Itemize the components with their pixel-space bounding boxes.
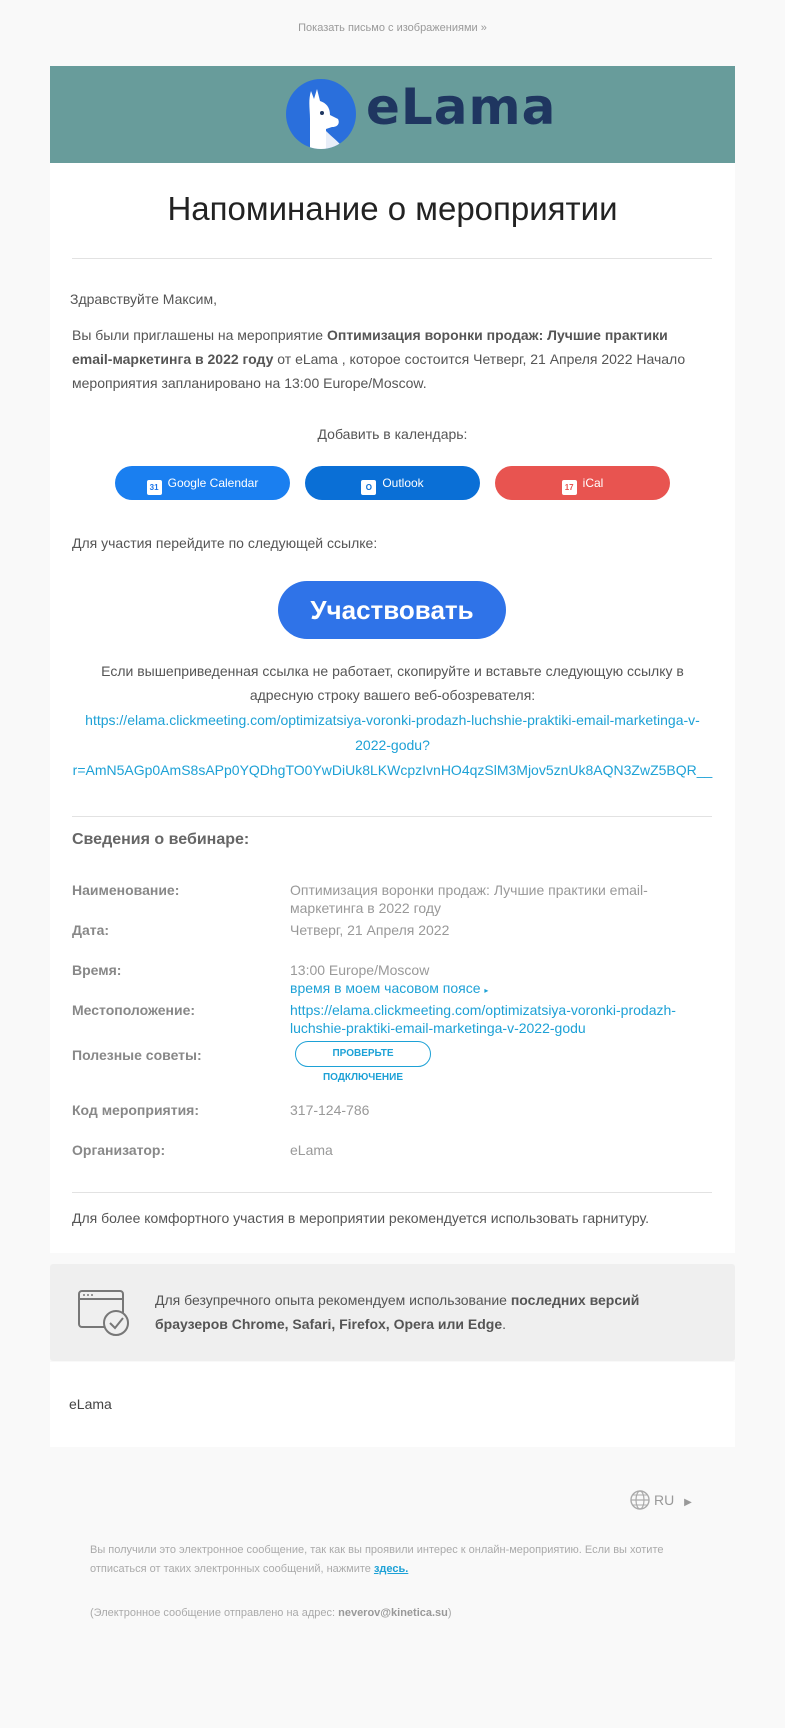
date-label: Дата: <box>72 922 110 938</box>
language-selector[interactable]: RU ▶ <box>630 1490 692 1513</box>
brand-header <box>50 66 735 163</box>
divider <box>72 1192 712 1193</box>
unsubscribe-link[interactable]: здесь. <box>373 1563 409 1575</box>
participate-prompt: Для участия перейдите по следующей ссылке: <box>72 535 378 551</box>
globe-icon <box>630 1490 650 1513</box>
organizer-label: Организатор: <box>72 1142 166 1158</box>
event-code-label: Код мероприятия: <box>72 1102 200 1118</box>
llama-logo-icon <box>286 79 356 149</box>
local-time-link[interactable]: время в моем часовом поясе ▸ <box>290 980 489 996</box>
ical-icon: 17 <box>562 480 577 495</box>
divider <box>72 816 712 817</box>
name-value: Оптимизация воронки продаж: Лучшие практики email-маркетинга в 2022 году <box>290 882 648 916</box>
location-label: Местоположение: <box>72 1002 196 1018</box>
date-value: Четверг, 21 Апреля 2022 <box>290 922 450 938</box>
signature: eLama <box>69 1396 112 1412</box>
time-label: Время: <box>72 962 122 978</box>
show-images-link[interactable]: Показать письмо с изображениями » <box>298 22 487 34</box>
outlook-button[interactable]: O Outlook <box>305 466 480 500</box>
brand-logo-text: eLama <box>366 78 557 136</box>
recipient-email: neverov@kinetica.su <box>338 1607 448 1619</box>
tips-label: Полезные советы: <box>72 1047 202 1063</box>
sent-to-text: (Электронное сообщение отправлено на адрес: neverov@kinetica.su) <box>90 1607 452 1619</box>
browser-note-box <box>50 1264 735 1361</box>
browser-check-icon <box>78 1288 130 1343</box>
signature-section <box>50 1362 735 1447</box>
invite-text: Вы были приглашены на мероприятие Оптимизация воронки продаж: Лучшие практики email-маркетинга в 2022 году от eLama , которое состоится Четверг, 21 Апреля 2022 Начало мероприятия запланировано на 13:00 Europe/Moscow. <box>72 327 686 391</box>
event-code-value: 317-124-786 <box>290 1102 370 1118</box>
event-name: Оптимизация воронки продаж: Лучшие практики email-маркетинга в 2022 году <box>72 327 668 367</box>
headset-note: Для более комфортного участия в мероприятии рекомендуется использовать гарнитуру. <box>72 1210 649 1226</box>
caret-right-icon: ▶ <box>684 1497 692 1508</box>
google-calendar-button[interactable]: 31 Google Calendar <box>115 466 290 500</box>
page-title: Напоминание о мероприятии <box>167 190 618 227</box>
google-calendar-icon: 31 <box>147 480 162 495</box>
name-label: Наименование: <box>72 882 180 898</box>
participate-button[interactable]: Участвовать <box>278 581 506 639</box>
divider <box>72 258 712 259</box>
calendar-label: Добавить в календарь: <box>317 426 468 442</box>
location-link[interactable]: https://elama.clickmeeting.com/optimizatsiya-voronki-prodazh-luchshie-praktiki-email-marketinga-v-2022-godu <box>290 1002 676 1036</box>
time-value: 13:00 Europe/Moscow <box>290 962 430 978</box>
unsubscribe-text: Вы получили это электронное сообщение, так как вы проявили интерес к онлайн-мероприятию. Если вы хотите отписаться от таких электронных сообщений, нажмите здесь. <box>90 1544 664 1575</box>
browser-note: Для безупречного опыта рекомендуем использование последних версий браузеров Chrome, Safari, Firefox, Opera или Edge. <box>155 1292 640 1332</box>
greeting: Здравствуйте Максим, <box>70 291 217 307</box>
caret-right-icon: ▸ <box>484 986 489 995</box>
fallback-text: Если вышеприведенная ссылка не работает, скопируйте и вставьте следующую ссылку в адресную строку вашего веб-обозревателя: <box>101 663 684 703</box>
details-heading: Сведения о вебинаре: <box>72 831 250 848</box>
outlook-icon: O <box>361 480 376 495</box>
check-connection-button[interactable]: ПРОВЕРЬТЕ ПОДКЛЮЧЕНИЕ <box>295 1041 431 1067</box>
organizer-value: eLama <box>290 1142 333 1158</box>
ical-button[interactable]: 17 iCal <box>495 466 670 500</box>
fallback-url[interactable]: https://elama.clickmeeting.com/optimizatsiya-voronki-prodazh-luchshie-praktiki-email-marketinga-v- 2022-godu? r=AmN5AGp0AmS8sAPp0YQDhgTO0YwDiUk8LKWcpzIvnHO4qzSlM3Mjov5znUk8AQN3ZwZ5BQR__ <box>72 712 713 778</box>
